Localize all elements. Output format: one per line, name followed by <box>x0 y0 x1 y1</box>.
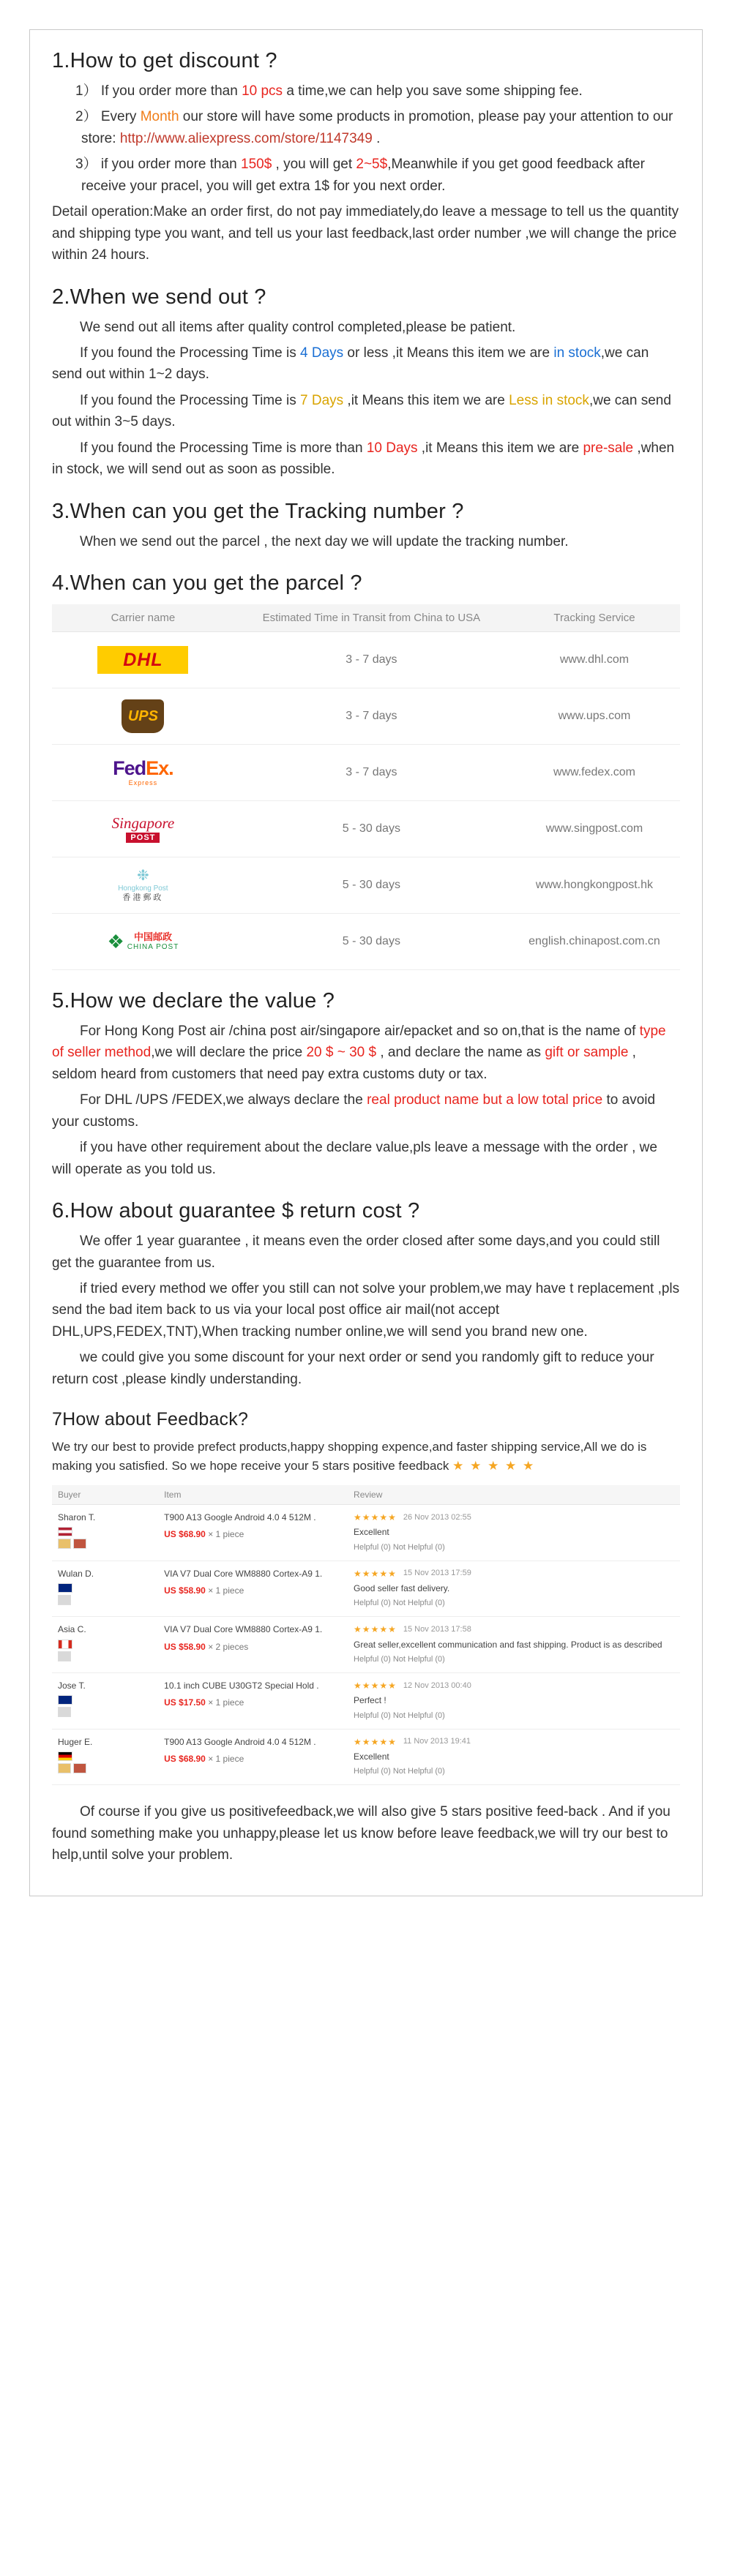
store-link[interactable]: http://www.aliexpress.com/store/1147349 <box>119 130 373 146</box>
buyer-flag <box>58 1640 152 1649</box>
discount-line-2-part-a: 2） Every <box>75 109 141 125</box>
processing-time-7days: 7 Days <box>300 392 344 408</box>
feedback-thumbnails <box>58 1707 152 1717</box>
discount-amount: 2~5$ <box>356 157 388 173</box>
section-5-title: 5.How we declare the value ? <box>52 989 335 1013</box>
carrier-time-fedex: 3 - 7 days <box>234 745 509 801</box>
thumbnail-image[interactable] <box>58 1763 71 1773</box>
carrier-site-hkpost[interactable]: www.hongkongpost.hk <box>509 857 680 914</box>
carrier-time-ups: 3 - 7 days <box>234 688 509 745</box>
feedback-date: 15 Nov 2013 17:58 <box>403 1624 471 1634</box>
shipping-line-3-part-e: ,we can send out within 3~5 days. <box>52 392 671 430</box>
buyer-flag <box>58 1695 152 1705</box>
thumbnail-image[interactable] <box>58 1651 71 1661</box>
feedback-item-price: US $68.90 <box>164 1529 206 1540</box>
section-2-title: 2.When we send out ? <box>52 285 266 309</box>
discount-detail-operation: Detail operation:Make an order first, do not pay immediately,do leave a message to tell us the quantity and shipping type you want, and tell us your last feedback,last order number ,we will change the price within 24 hours. <box>52 204 679 263</box>
discount-line-1-part-a: 1） If you order more than <box>75 83 242 99</box>
shipping-line-4 <box>52 438 680 481</box>
discount-line-2-part-c: our store will have some products in promotion, please pay your attention to our store: <box>81 109 673 146</box>
carrier-time-singpost: 5 - 30 days <box>234 801 509 857</box>
shipping-line-3-part-c: ,it Means this item we are <box>343 392 509 408</box>
feedback-date: 15 Nov 2013 17:59 <box>403 1569 471 1578</box>
feedback-item-qty: × 1 piece <box>208 1754 244 1765</box>
feedback-item-qty: × 1 piece <box>208 1529 244 1540</box>
stock-status-presale: pre-sale <box>583 440 634 456</box>
carrier-col-name: Carrier name <box>52 604 234 632</box>
promotion-period: Month <box>140 109 179 125</box>
star-icon: ★★★★★ <box>354 1568 397 1579</box>
thumbnail-image[interactable] <box>73 1763 86 1773</box>
feedback-thumbnails <box>58 1651 152 1661</box>
table-row <box>52 688 680 745</box>
feedback-helpful[interactable]: Helpful (0) Not Helpful (0) <box>354 1599 445 1608</box>
discount-line-2 <box>52 106 680 149</box>
carrier-site-dhl[interactable]: www.dhl.com <box>509 632 680 688</box>
feedback-col-buyer: Buyer <box>52 1485 158 1505</box>
feedback-buyer-name: Asia C. <box>58 1624 86 1635</box>
carrier-time-dhl: 3 - 7 days <box>234 632 509 688</box>
feedback-item-price: US $17.50 <box>164 1697 206 1708</box>
feedback-rating <box>354 1512 674 1524</box>
carrier-time-hkpost: 5 - 30 days <box>234 857 509 914</box>
dhl-logo: DHL <box>84 642 201 677</box>
feedback-item-title[interactable]: T900 A13 Google Android 4.0 4 512M . <box>164 1736 316 1747</box>
feedback-text: Excellent <box>354 1751 389 1762</box>
shipping-line-4-part-e: ,when in stock, we will send out as soon as possible. <box>52 440 675 478</box>
declare-line-1-part-c: ,we will declare the price <box>151 1045 307 1061</box>
processing-time-4days: 4 Days <box>300 345 344 361</box>
hongkongpost-logo: ❉ Hongkong Post 香港郵政 <box>118 868 168 903</box>
shipping-line-3-part-a: If you found the Processing Time is <box>80 392 300 408</box>
declare-line-2-part-c: to avoid your customs. <box>52 1092 656 1130</box>
feedback-header-row <box>52 1485 680 1505</box>
discount-line-3 <box>52 154 680 197</box>
thumbnail-image[interactable] <box>58 1539 71 1549</box>
table-row <box>52 745 680 801</box>
declare-name-as: gift or sample <box>545 1045 629 1061</box>
carrier-site-chinapost[interactable]: english.chinapost.com.cn <box>509 914 680 970</box>
discount-quantity: 10 pcs <box>242 83 283 99</box>
faq-frame <box>29 29 703 1896</box>
feedback-col-item: Item <box>158 1485 348 1505</box>
buyer-flag <box>58 1751 152 1761</box>
tracking-number-text: When we send out the parcel , the next day we will update the tracking number. <box>80 533 569 549</box>
five-stars-icon: ★ ★ ★ ★ ★ <box>452 1459 536 1473</box>
table-row <box>52 914 680 970</box>
feedback-buyer-name: Jose T. <box>58 1680 86 1691</box>
feedback-helpful[interactable]: Helpful (0) Not Helpful (0) <box>354 1767 445 1776</box>
carrier-site-singpost[interactable]: www.singpost.com <box>509 801 680 857</box>
section-1-title: 1.How to get discount ? <box>52 49 277 72</box>
declare-line-1 <box>52 1021 680 1085</box>
discount-threshold: 150$ <box>241 157 272 173</box>
star-icon: ★★★★★ <box>354 1680 397 1691</box>
thumbnail-image[interactable] <box>58 1707 71 1717</box>
feedback-helpful[interactable]: Helpful (0) Not Helpful (0) <box>354 1711 445 1720</box>
feedback-thumbnails <box>58 1595 152 1605</box>
table-row <box>52 1672 680 1729</box>
shipping-line-2-part-a: If you found the Processing Time is <box>80 345 300 361</box>
carrier-time-chinapost: 5 - 30 days <box>234 914 509 970</box>
section-3-title: 3.When can you get the Tracking number ? <box>52 499 464 523</box>
carrier-col-tracking: Tracking Service <box>509 604 680 632</box>
buyer-flag <box>58 1583 152 1593</box>
feedback-item-title[interactable]: VIA V7 Dual Core WM8880 Cortex-A9 1. <box>164 1624 323 1635</box>
declare-line-1-part-g: , seldom heard from customers that need pay extra customs duty or tax. <box>52 1045 636 1082</box>
feedback-rating <box>354 1568 674 1580</box>
thumbnail-image[interactable] <box>58 1595 71 1605</box>
declare-line-3: if you have other requirement about the declare value,pls leave a message with the order , we will operate as you told us. <box>52 1140 657 1177</box>
ups-logo: UPS <box>84 699 201 734</box>
star-icon: ★★★★★ <box>354 1512 397 1522</box>
feedback-text: Good seller fast delivery. <box>354 1582 450 1593</box>
star-icon: ★★★★★ <box>354 1736 397 1747</box>
feedback-thumbnails <box>58 1763 152 1773</box>
feedback-item-price: US $58.90 <box>164 1641 206 1652</box>
feedback-item-qty: × 2 pieces <box>208 1641 249 1652</box>
declare-line-2-part-a: For DHL /UPS /FEDEX,we always declare the <box>80 1092 367 1108</box>
declare-seller-method: type of seller method <box>52 1024 666 1061</box>
declare-express-rule: real product name but a low total price <box>367 1092 603 1108</box>
feedback-date: 26 Nov 2013 02:55 <box>403 1512 471 1522</box>
feedback-helpful[interactable]: Helpful (0) Not Helpful (0) <box>354 1542 445 1552</box>
feedback-item-price: US $58.90 <box>164 1585 206 1596</box>
feedback-date: 12 Nov 2013 00:40 <box>403 1681 471 1690</box>
feedback-rating <box>354 1736 674 1749</box>
section-6-title: 6.How about guarantee $ return cost ? <box>52 1199 420 1223</box>
thumbnail-image[interactable] <box>73 1539 86 1549</box>
shipping-line-2-part-e: ,we can send out within 1~2 days. <box>52 345 649 383</box>
section-4-title: 4.When can you get the parcel ? <box>52 571 362 595</box>
carrier-table <box>52 604 680 970</box>
carrier-site-ups[interactable]: www.ups.com <box>509 688 680 745</box>
section-7-title: 7How about Feedback? <box>52 1409 249 1430</box>
feedback-rating <box>354 1623 674 1636</box>
declare-line-1-part-a: For Hong Kong Post air /china post air/singapore air/epacket and so on,that is the name of <box>80 1024 640 1039</box>
feedback-table <box>52 1485 680 1786</box>
table-row <box>52 1504 680 1561</box>
discount-line-2-part-d: . <box>372 130 381 146</box>
shipping-line-2 <box>52 342 680 386</box>
singpost-logo: Singapore POST <box>111 814 175 842</box>
table-row <box>52 1561 680 1617</box>
feedback-helpful[interactable]: Helpful (0) Not Helpful (0) <box>354 1655 445 1664</box>
feedback-intro <box>52 1438 680 1476</box>
feedback-text: Perfect ! <box>354 1695 386 1706</box>
carrier-col-time: Estimated Time in Transit from China to USA <box>234 604 509 632</box>
buyer-flag <box>58 1527 152 1536</box>
flag-icon <box>58 1640 72 1649</box>
guarantee-line-3: we could give you some discount for your next order or send you randomly gift to reduce your return cost ,please kindly understanding. <box>52 1350 654 1387</box>
feedback-item-title[interactable]: VIA V7 Dual Core WM8880 Cortex-A9 1. <box>164 1568 323 1579</box>
feedback-col-review: Review <box>348 1485 680 1505</box>
table-row <box>52 1617 680 1673</box>
feedback-item-qty: × 1 piece <box>208 1585 244 1596</box>
flag-icon <box>58 1751 72 1761</box>
feedback-item-qty: × 1 piece <box>208 1697 244 1708</box>
feedback-date: 11 Nov 2013 19:41 <box>403 1737 471 1746</box>
carrier-table-header-row <box>52 604 680 632</box>
chinapost-logo: ❖ 中国邮政 CHINA POST <box>107 930 179 953</box>
discount-line-3-part-a: 3） if you order more than <box>75 157 241 173</box>
flag-icon <box>58 1527 72 1536</box>
table-row <box>52 857 680 914</box>
table-row <box>52 1729 680 1785</box>
declare-line-1-part-e: , and declare the name as <box>376 1045 545 1061</box>
feedback-item-title[interactable]: T900 A13 Google Android 4.0 4 512M . <box>164 1512 316 1522</box>
feedback-buyer-name: Huger E. <box>58 1736 93 1747</box>
fedex-logo: FedEx. Express <box>113 757 173 786</box>
feedback-text: Great seller,excellent communication and fast shipping. Product is as described <box>354 1639 662 1650</box>
feedback-thumbnails <box>58 1539 152 1549</box>
declare-line-2 <box>52 1089 680 1133</box>
discount-line-1-part-c: a time,we can help you save some shipping fee. <box>283 83 583 99</box>
table-row <box>52 632 680 688</box>
stock-status-lessstock: Less in stock <box>509 392 589 408</box>
feedback-item-title[interactable]: 10.1 inch CUBE U30GT2 Special Hold . <box>164 1680 319 1691</box>
shipping-line-4-part-c: ,it Means this item we are <box>417 440 583 456</box>
discount-line-3-part-e: ,Meanwhile if you get good feedback after receive your pracel, you will get extra 1$ for you next order. <box>81 157 645 194</box>
feedback-buyer-name: Sharon T. <box>58 1512 96 1522</box>
table-row <box>52 801 680 857</box>
shipping-line-4-part-a: If you found the Processing Time is more than <box>80 440 367 456</box>
stock-status-instock: in stock <box>553 345 601 361</box>
discount-line-3-part-c: , you will get <box>272 157 356 173</box>
declare-price-range: 20 $ ~ 30 $ <box>306 1045 377 1061</box>
shipping-line-3 <box>52 390 680 433</box>
feedback-text: Excellent <box>354 1527 389 1538</box>
feedback-intro-text: We try our best to provide prefect products,happy shopping expence,and faster shipping service,All we do is making you satisfied. So we hope receive your 5 stars positive feedback <box>52 1440 647 1473</box>
star-icon: ★★★★★ <box>354 1624 397 1635</box>
feedback-rating <box>354 1680 674 1692</box>
flag-icon <box>58 1583 72 1593</box>
flag-icon <box>58 1695 72 1705</box>
guarantee-line-1: We offer 1 year guarantee , it means even the order closed after some days,and you could still get the guarantee from us. <box>52 1233 660 1271</box>
guarantee-line-2: if tried every method we offer you still can not solve your problem,we may have t replacement ,pls send the bad item back to us via your local post office air mail(not accept DHL,UPS,FEDEX,TNT),When tracking number online,we will send you brand new one. <box>52 1280 680 1340</box>
carrier-site-fedex[interactable]: www.fedex.com <box>509 745 680 801</box>
shipping-line-2-part-c: or less ,it Means this item we are <box>343 345 554 361</box>
discount-line-1 <box>52 80 680 102</box>
feedback-item-price: US $68.90 <box>164 1754 206 1765</box>
shipping-line-1: We send out all items after quality control completed,please be patient. <box>80 319 516 335</box>
feedback-closing-text: Of course if you give us positivefeedback,we will also give 5 stars positive feed-back . And if you found something make you unhappy,please let us know before leave feedback,we will try our best to help,until solve your problem. <box>52 1804 671 1863</box>
processing-time-10days: 10 Days <box>366 440 418 456</box>
feedback-buyer-name: Wulan D. <box>58 1568 94 1579</box>
